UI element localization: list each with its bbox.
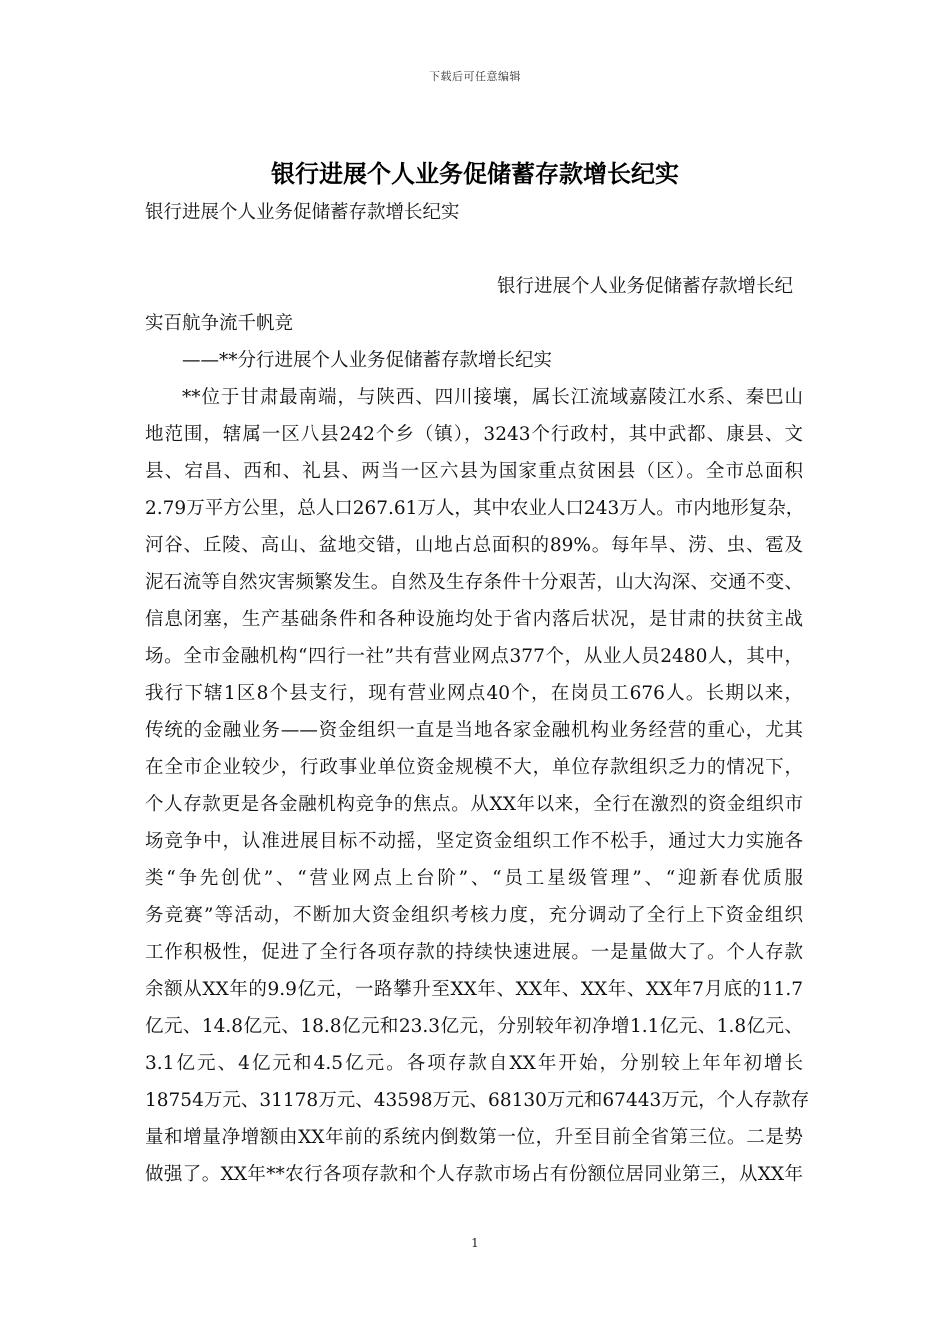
body-line: 在全市企业较少，行政事业单位资金规模不大，单位存款组织乏力的情况下， — [145, 757, 803, 778]
page-number: 1 — [471, 1236, 479, 1250]
body-line: 2.79万平方公里，总人口267.61万人，其中农业人口243万人。市内地形复杂， — [145, 498, 805, 519]
body-line: **位于甘肃最南端，与陕西、四川接壤，属长江流域嘉陵江水系、秦巴山 — [182, 387, 803, 408]
document-subtitle: 银行进展个人业务促储蓄存款增长纪实 — [145, 202, 460, 223]
body-line: 18754万元、31178万元、43598万元、68130万元和67443万元，个人存款存 — [145, 1090, 810, 1111]
body-line: 场。全市金融机构“四行一社”共有营业网点377个，从业人员2480人，其中， — [145, 646, 803, 667]
body-line: 3.1亿元、4亿元和4.5亿元。各项存款自XX年开始，分别较上年年初增长 — [145, 1053, 803, 1074]
body-line: 传统的金融业务——资金组织一直是当地各家金融机构业务经营的重心，尤其 — [145, 720, 803, 741]
body-line: 河谷、丘陵、高山、盆地交错，山地占总面积的89%。每年旱、涝、虫、雹及 — [145, 535, 803, 556]
body-line: 工作积极性，促进了全行各项存款的持续快速进展。一是量做大了。个人存款 — [145, 942, 803, 963]
body-line: 务竞赛”等活动，不断加大资金组织考核力度，充分调动了全行上下资金组织 — [145, 905, 803, 926]
body-line: 量和增量净增额由XX年前的系统内倒数第一位，升至目前全省第三位。二是势 — [145, 1127, 803, 1148]
body-line: 银行进展个人业务促储蓄存款增长纪 — [497, 276, 794, 297]
body-line: 实百航争流千帆竞 — [145, 313, 294, 334]
body-line: 类“争先创优”、“营业网点上台阶”、“员工星级管理”、“迎新春优质服 — [145, 868, 803, 889]
page-header-note: 下载后可任意编辑 — [429, 70, 521, 83]
body-line: 做强了。XX年**农行各项存款和个人存款市场占有份额位居同业第三，从XX年 — [145, 1164, 803, 1185]
body-line: 个人存款更是各金融机构竞争的焦点。从XX年以来，全行在激烈的资金组织市 — [145, 794, 803, 815]
body-line: ——**分行进展个人业务促储蓄存款增长纪实 — [182, 350, 553, 371]
body-line: 县、宕昌、西和、礼县、两当一区六县为国家重点贫困县（区）。全市总面积 — [145, 461, 803, 482]
body-line: 地范围，辖属一区八县242个乡（镇），3243个行政村，其中武都、康县、文 — [145, 424, 803, 445]
body-line: 余额从XX年的9.9亿元，一路攀升至XX年、XX年、XX年、XX年7月底的11.7 — [145, 979, 803, 1000]
body-line: 亿元、14.8亿元、18.8亿元和23.3亿元，分别较年初净增1.1亿元、1.8亿元、 — [145, 1016, 803, 1037]
body-line: 信息闭塞，生产基础条件和各种设施均处于省内落后状况，是甘肃的扶贫主战 — [145, 609, 803, 630]
body-line: 泥石流等自然灾害频繁发生。自然及生存条件十分艰苦，山大沟深、交通不变、 — [145, 572, 803, 593]
document-title: 银行进展个人业务促储蓄存款增长纪实 — [271, 159, 679, 188]
body-line: 我行下辖1区8个县支行，现有营业网点40个，在岗员工676人。长期以来， — [145, 683, 803, 704]
body-line: 场竞争中，认准进展目标不动摇，坚定资金组织工作不松手，通过大力实施各 — [145, 831, 803, 852]
